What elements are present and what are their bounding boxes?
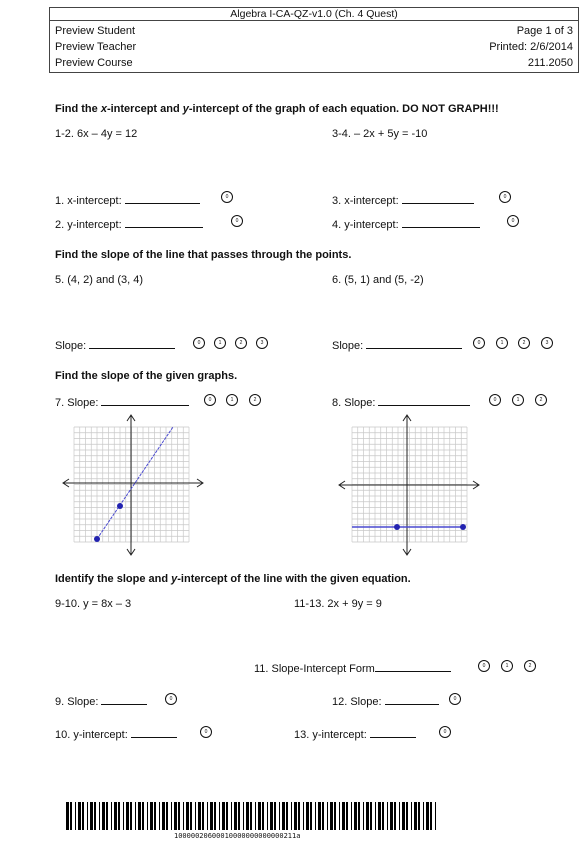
page-number: Page 1 of 3 bbox=[516, 25, 573, 37]
barcode-bar bbox=[222, 802, 225, 830]
question-10: 10. y-intercept: bbox=[55, 727, 177, 741]
question-7: 7. Slope: bbox=[55, 395, 189, 409]
barcode-bar bbox=[426, 802, 429, 830]
barcode-bar bbox=[166, 802, 168, 830]
barcode-bar bbox=[303, 802, 304, 830]
answer-blank-10[interactable] bbox=[131, 727, 177, 738]
question-5: 5. (4, 2) and (3, 4) bbox=[55, 274, 144, 286]
barcode-bar bbox=[111, 802, 112, 830]
barcode-bar bbox=[207, 802, 208, 830]
barcode-bar bbox=[114, 802, 117, 830]
answer-blank-11[interactable] bbox=[375, 661, 451, 672]
barcode-bar bbox=[178, 802, 180, 830]
score-bubble-icon[interactable]: 2 bbox=[518, 337, 530, 349]
barcode-bar bbox=[87, 802, 88, 830]
barcode-bar bbox=[274, 802, 276, 830]
barcode-bar bbox=[342, 802, 345, 830]
graph-point bbox=[394, 524, 400, 530]
slope-answer-5: Slope: bbox=[55, 338, 175, 352]
score-bubble-icon[interactable]: 1 bbox=[226, 394, 238, 406]
barcode-bar bbox=[171, 802, 172, 830]
barcode-bar bbox=[255, 802, 256, 830]
barcode-bar bbox=[195, 802, 196, 830]
barcode-bar bbox=[234, 802, 237, 830]
answer-blank-12[interactable] bbox=[385, 694, 439, 705]
problem-9-10: 9-10. y = 8x – 3 bbox=[55, 598, 132, 610]
question-2: 2. y-intercept: bbox=[55, 217, 203, 231]
question-13: 13. y-intercept: bbox=[294, 727, 416, 741]
barcode-bar bbox=[327, 802, 328, 830]
score-bubble-icon[interactable]: 0 bbox=[221, 191, 233, 203]
question-6: 6. (5, 1) and (5, -2) bbox=[332, 274, 424, 286]
barcode-bar bbox=[226, 802, 228, 830]
barcode-bar bbox=[399, 802, 400, 830]
barcode-bar bbox=[414, 802, 417, 830]
barcode-bar bbox=[286, 802, 288, 830]
barcode-bar bbox=[214, 802, 216, 830]
barcode-bar bbox=[387, 802, 388, 830]
barcode-bar bbox=[106, 802, 108, 830]
section-2-instruction: Find the slope of the line that passes through the points. bbox=[55, 249, 352, 261]
barcode-bar bbox=[186, 802, 189, 830]
header-divider bbox=[49, 20, 579, 21]
barcode-bar bbox=[147, 802, 148, 830]
answer-blank-1[interactable] bbox=[125, 193, 200, 204]
graph-7 bbox=[60, 413, 206, 558]
barcode-bar bbox=[279, 802, 280, 830]
score-bubble-icon[interactable]: 0 bbox=[165, 693, 177, 705]
barcode-bar bbox=[318, 802, 321, 830]
answer-blank-13[interactable] bbox=[370, 727, 416, 738]
barcode-bar bbox=[282, 802, 285, 830]
barcode-bar bbox=[135, 802, 136, 830]
barcode-bar bbox=[243, 802, 244, 830]
barcode-bar bbox=[246, 802, 249, 830]
barcode-bar bbox=[159, 802, 160, 830]
barcode-bar bbox=[418, 802, 420, 830]
barcode-bar bbox=[202, 802, 204, 830]
barcode-bar bbox=[154, 802, 156, 830]
barcode-bar bbox=[351, 802, 352, 830]
barcode-bar bbox=[366, 802, 369, 830]
barcode-digits: 10000020600010000000000000211a bbox=[174, 832, 301, 840]
question-1: 1. x-intercept: bbox=[55, 193, 200, 207]
question-4: 4. y-intercept: bbox=[332, 217, 480, 231]
barcode-bar bbox=[102, 802, 105, 830]
printed-date: Printed: 2/6/2014 bbox=[489, 41, 573, 53]
barcode-bar bbox=[174, 802, 177, 830]
course-name: Preview Course bbox=[55, 57, 133, 69]
barcode-bar bbox=[190, 802, 192, 830]
problem-1-2: 1-2. 6x – 4y = 12 bbox=[55, 128, 138, 140]
barcode-bar bbox=[390, 802, 393, 830]
question-11: 11. Slope-Intercept Form bbox=[254, 661, 451, 675]
barcode-bar bbox=[382, 802, 384, 830]
barcode-bar bbox=[238, 802, 240, 830]
barcode-bar bbox=[315, 802, 316, 830]
answer-blank-6[interactable] bbox=[366, 338, 462, 349]
barcode-bar bbox=[118, 802, 120, 830]
barcode-bar bbox=[339, 802, 340, 830]
barcode-bar bbox=[322, 802, 324, 830]
barcode-bar bbox=[258, 802, 261, 830]
score-bubble-icon[interactable]: 0 bbox=[449, 693, 461, 705]
score-bubble-icon[interactable]: 0 bbox=[473, 337, 485, 349]
barcode-bar bbox=[334, 802, 336, 830]
score-bubble-icon[interactable]: 3 bbox=[541, 337, 553, 349]
score-bubble-icon[interactable]: 2 bbox=[535, 394, 547, 406]
question-3: 3. x-intercept: bbox=[332, 193, 474, 207]
answer-blank-5[interactable] bbox=[89, 338, 175, 349]
barcode-bar bbox=[94, 802, 96, 830]
quiz-title: Algebra I-CA-QZ-v1.0 (Ch. 4 Quest) bbox=[230, 8, 398, 20]
barcode-bar bbox=[123, 802, 124, 830]
barcode-bar bbox=[70, 802, 72, 830]
barcode bbox=[66, 802, 438, 830]
answer-blank-2[interactable] bbox=[125, 217, 203, 228]
barcode-bar bbox=[150, 802, 153, 830]
score-bubble-icon[interactable]: 1 bbox=[512, 394, 524, 406]
score-bubble-icon[interactable]: 1 bbox=[501, 660, 513, 672]
barcode-bar bbox=[394, 802, 396, 830]
section-3-instruction: Find the slope of the given graphs. bbox=[55, 370, 238, 382]
barcode-bar bbox=[298, 802, 300, 830]
teacher-name: Preview Teacher bbox=[55, 41, 137, 53]
barcode-bar bbox=[219, 802, 220, 830]
barcode-bar bbox=[142, 802, 144, 830]
barcode-bar bbox=[294, 802, 297, 830]
score-bubble-icon[interactable]: 0 bbox=[507, 215, 519, 227]
score-bubble-icon[interactable]: 0 bbox=[200, 726, 212, 738]
score-bubble-icon[interactable]: 2 bbox=[235, 337, 247, 349]
graph-point bbox=[94, 536, 100, 542]
answer-blank-4[interactable] bbox=[402, 217, 480, 228]
score-bubble-icon[interactable]: 0 bbox=[499, 191, 511, 203]
barcode-bar bbox=[330, 802, 333, 830]
score-bubble-icon[interactable]: 2 bbox=[249, 394, 261, 406]
score-bubble-icon[interactable]: 0 bbox=[231, 215, 243, 227]
barcode-bar bbox=[291, 802, 292, 830]
barcode-bar bbox=[82, 802, 84, 830]
score-bubble-icon[interactable]: 0 bbox=[204, 394, 216, 406]
answer-blank-7[interactable] bbox=[101, 395, 189, 406]
graph-point bbox=[117, 503, 123, 509]
barcode-bar bbox=[99, 802, 100, 830]
section-1-instruction: Find the x-intercept and y-intercept of the graph of each equation. DO NOT GRAPH!!! bbox=[55, 103, 499, 115]
barcode-bar bbox=[75, 802, 76, 830]
graph-point bbox=[460, 524, 466, 530]
barcode-bar bbox=[66, 802, 69, 830]
graph-8 bbox=[336, 413, 482, 558]
barcode-bar bbox=[402, 802, 405, 830]
question-12: 12. Slope: bbox=[332, 694, 439, 708]
score-bubble-icon[interactable]: 0 bbox=[489, 394, 501, 406]
problem-11-13: 11-13. 2x + 9y = 9 bbox=[294, 598, 382, 610]
score-bubble-icon[interactable]: 0 bbox=[193, 337, 205, 349]
barcode-bar bbox=[267, 802, 268, 830]
barcode-bar bbox=[310, 802, 312, 830]
barcode-bar bbox=[430, 802, 432, 830]
barcode-bar bbox=[210, 802, 213, 830]
section-4-instruction: Identify the slope and y-intercept of the line with the given equation. bbox=[55, 573, 411, 585]
barcode-bar bbox=[231, 802, 232, 830]
problem-3-4: 3-4. – 2x + 5y = -10 bbox=[332, 128, 428, 140]
barcode-bar bbox=[375, 802, 376, 830]
barcode-bar bbox=[435, 802, 436, 830]
barcode-bar bbox=[162, 802, 165, 830]
barcode-bar bbox=[306, 802, 309, 830]
barcode-bar bbox=[423, 802, 424, 830]
student-name: Preview Student bbox=[55, 25, 136, 37]
barcode-bar bbox=[262, 802, 264, 830]
slope-answer-6: Slope: bbox=[332, 338, 462, 352]
barcode-bar bbox=[363, 802, 364, 830]
score-bubble-icon[interactable]: 1 bbox=[496, 337, 508, 349]
question-8: 8. Slope: bbox=[332, 395, 470, 409]
question-9: 9. Slope: bbox=[55, 694, 147, 708]
barcode-bar bbox=[370, 802, 372, 830]
barcode-bar bbox=[346, 802, 348, 830]
answer-blank-9[interactable] bbox=[101, 694, 147, 705]
barcode-bar bbox=[406, 802, 408, 830]
score-bubble-icon[interactable]: 0 bbox=[439, 726, 451, 738]
score-bubble-icon[interactable]: 3 bbox=[256, 337, 268, 349]
barcode-bar bbox=[90, 802, 93, 830]
answer-blank-3[interactable] bbox=[402, 193, 474, 204]
barcode-bar bbox=[354, 802, 357, 830]
barcode-bar bbox=[358, 802, 360, 830]
score-bubble-icon[interactable]: 0 bbox=[478, 660, 490, 672]
barcode-bar bbox=[126, 802, 129, 830]
barcode-bar bbox=[250, 802, 252, 830]
barcode-bar bbox=[78, 802, 81, 830]
barcode-bar bbox=[138, 802, 141, 830]
barcode-bar bbox=[130, 802, 132, 830]
score-bubble-icon[interactable]: 2 bbox=[524, 660, 536, 672]
score-bubble-icon[interactable]: 1 bbox=[214, 337, 226, 349]
barcode-bar bbox=[198, 802, 201, 830]
course-code: 211.2050 bbox=[527, 57, 573, 69]
barcode-bar bbox=[270, 802, 273, 830]
barcode-bar bbox=[411, 802, 412, 830]
barcode-bar bbox=[183, 802, 184, 830]
answer-blank-8[interactable] bbox=[378, 395, 470, 406]
barcode-bar bbox=[378, 802, 381, 830]
